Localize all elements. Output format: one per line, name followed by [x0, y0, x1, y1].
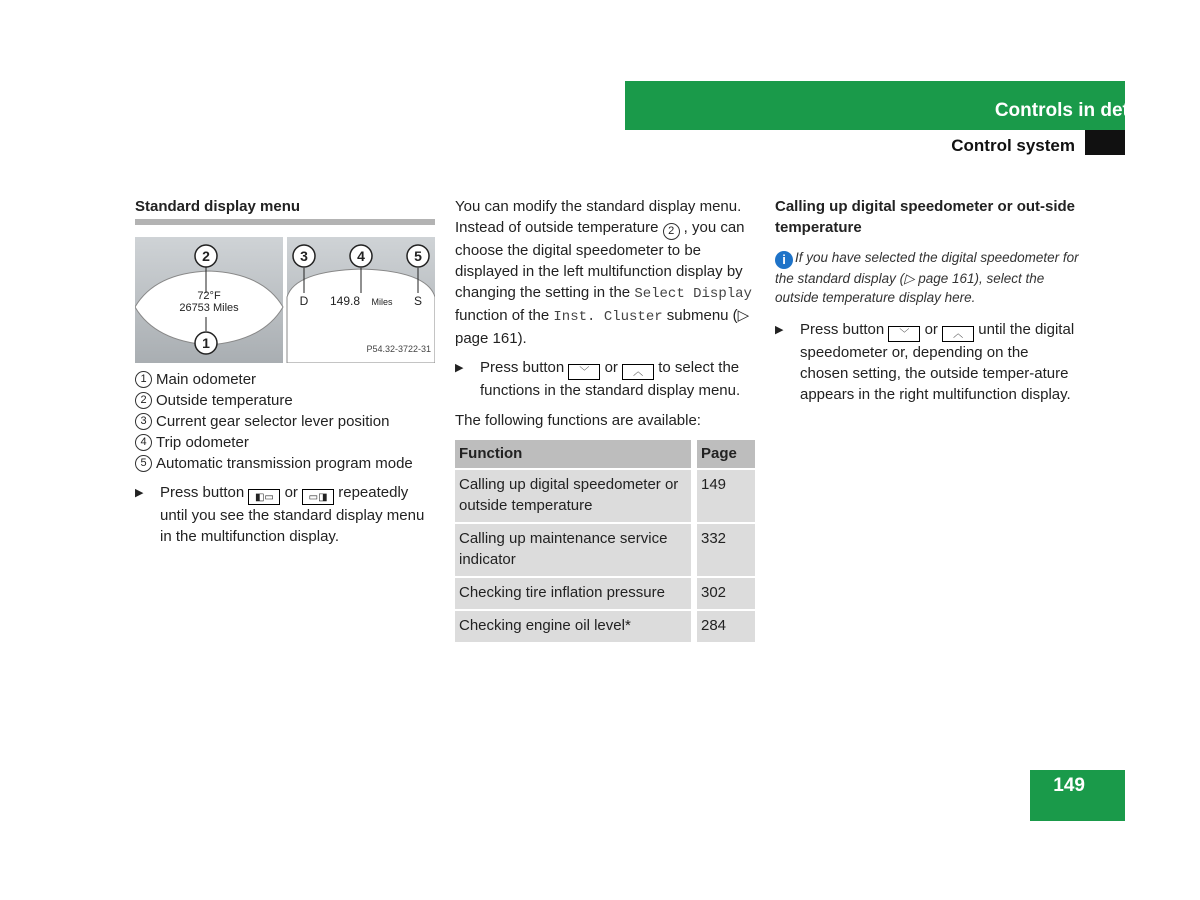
instrument-cluster-figure	[135, 237, 435, 363]
instruction-text: to select the functions in the standard display menu.	[480, 359, 741, 399]
instruction-bullet	[775, 319, 1080, 405]
figure-legend	[135, 369, 435, 474]
table-cell-page: 302	[694, 577, 755, 610]
callout-4	[350, 245, 372, 267]
svg-text:3: 3	[300, 248, 308, 264]
table-row	[455, 523, 755, 577]
intro-paragraph	[455, 196, 755, 349]
bullet-triangle-icon: ▶	[135, 487, 144, 499]
legend-text: Trip odometer	[156, 434, 249, 451]
table-header-row	[455, 440, 755, 469]
instruction-text: repeatedly until you see the standard display menu in the multifunction display.	[160, 484, 425, 545]
callout-2	[195, 245, 217, 267]
legend-item	[135, 390, 435, 411]
svg-text:1: 1	[202, 335, 210, 351]
callout-3	[293, 245, 315, 267]
display-left-button-icon: ◧▭	[248, 489, 280, 505]
outside-temperature-readout: 72°F	[197, 290, 221, 302]
section-heading: Standard display menu	[135, 198, 301, 215]
instruction-text: Press button	[480, 359, 565, 376]
bullet-triangle-icon: ▶	[455, 362, 464, 374]
paragraph-text: function of the	[455, 307, 550, 324]
legend-item	[135, 411, 435, 432]
header-marker-block	[1085, 130, 1125, 155]
instruction-text: Press button	[160, 484, 245, 501]
section-heading: Calling up digital speedometer or out-side temperature	[775, 198, 1076, 236]
table-cell-function: Checking tire inflation pressure	[455, 577, 694, 610]
instruction-text: until the digital speedometer or, depending on the chosen setting, the outside temper-ature appears in the right multifunction display.	[800, 321, 1075, 403]
paragraph-text: submenu (▷ page 161).	[455, 307, 750, 347]
instruction-text: Press button	[800, 321, 885, 338]
table-cell-page: 284	[694, 610, 755, 642]
legend-text: Current gear selector lever position	[156, 413, 390, 430]
instruction-text: or	[284, 484, 298, 501]
figure-code: P54.32-3722-31	[366, 344, 431, 354]
instruction-bullet	[135, 482, 435, 547]
instruction-text: or	[924, 321, 938, 338]
legend-number: 1	[135, 371, 152, 388]
arrow-down-button-icon: ﹀	[568, 364, 600, 380]
legend-text: Automatic transmission program mode	[156, 455, 413, 472]
instruction-text: or	[604, 359, 618, 376]
functions-table	[455, 440, 755, 642]
svg-text:2: 2	[202, 248, 210, 264]
note-text: If you have selected the digital speedometer for the standard display (▷ page 161), select the outside temperature display here.	[775, 250, 1079, 305]
page-number: 149	[1053, 775, 1085, 796]
functions-intro: The following functions are available:	[455, 412, 701, 429]
legend-text: Outside temperature	[156, 392, 293, 409]
table-row	[455, 469, 755, 523]
info-icon: i	[775, 251, 793, 269]
table-row	[455, 610, 755, 642]
column-3	[775, 196, 1080, 405]
paragraph-text: , you can choose the digital speedometer to be displayed in the left multifunction display by changing the setting in the	[455, 219, 745, 301]
table-cell-function: Checking engine oil level*	[455, 610, 694, 642]
submenu-name: Inst. Cluster	[553, 309, 663, 325]
display-right-button-icon: ▭◨	[302, 489, 334, 505]
table-header-function: Function	[455, 440, 694, 469]
table-cell-function: Calling up maintenance service indicator	[455, 523, 694, 577]
table-row	[455, 577, 755, 610]
table-header-page: Page	[694, 440, 755, 469]
column-2	[455, 196, 755, 642]
legend-number: 2	[135, 392, 152, 409]
legend-number: 5	[135, 455, 152, 472]
svg-text:4: 4	[357, 248, 365, 264]
arrow-down-button-icon: ﹀	[888, 326, 920, 342]
callout-1	[195, 332, 217, 354]
menu-function-name: Select Display	[634, 286, 752, 302]
inline-callout: 2	[663, 223, 680, 240]
svg-text:5: 5	[414, 248, 422, 264]
bullet-triangle-icon: ▶	[775, 324, 784, 336]
section-subtitle: Control system	[951, 136, 1075, 155]
table-cell-page: 149	[694, 469, 755, 523]
table-cell-page: 332	[694, 523, 755, 577]
legend-text: Main odometer	[156, 371, 257, 388]
trip-odometer-readout: 149.8	[329, 294, 361, 308]
info-note	[775, 248, 1080, 307]
legend-number: 4	[135, 434, 152, 451]
gear-position-readout: D	[299, 294, 309, 308]
legend-number: 3	[135, 413, 152, 430]
legend-item	[135, 432, 435, 453]
chapter-title: Controls in detail	[994, 100, 1150, 121]
arrow-up-button-icon: ︿	[942, 326, 974, 342]
table-cell-function: Calling up digital speedometer or outside temperature	[455, 469, 694, 523]
legend-item	[135, 369, 435, 390]
main-odometer-readout: 26753 Miles	[179, 302, 239, 314]
callout-5	[407, 245, 429, 267]
trip-unit-label: Miles	[371, 297, 393, 307]
column-1	[135, 196, 435, 547]
legend-item	[135, 453, 435, 474]
heading-rule	[135, 219, 435, 225]
paragraph-text: You can modify the standard display menu. Instead of outside temperature	[455, 198, 742, 236]
arrow-up-button-icon: ︿	[622, 364, 654, 380]
program-mode-readout: S	[413, 294, 423, 308]
instruction-bullet	[455, 357, 755, 401]
